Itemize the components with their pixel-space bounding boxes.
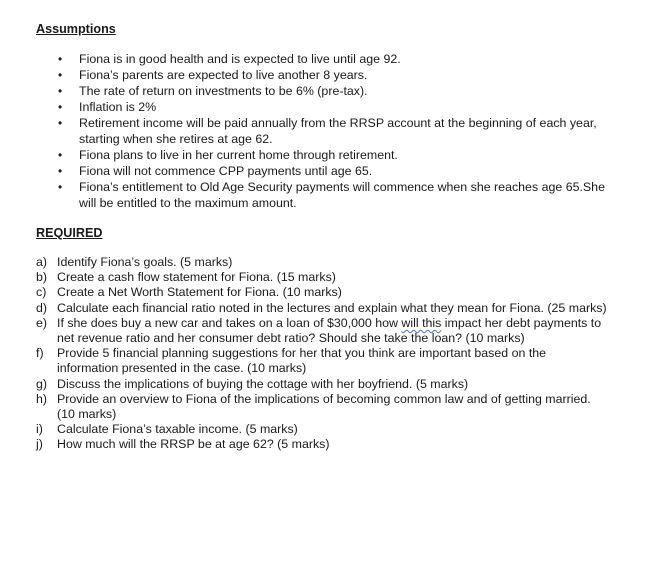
item-marker: i) bbox=[36, 422, 43, 437]
required-item bbox=[0, 392, 659, 422]
required-text: Create a cash flow statement for Fiona. (15 marks) bbox=[57, 270, 336, 285]
required-text-after: impact her debt payments to net revenue ratio and her consumer debt ratio? Should she take the loan? (10 marks) bbox=[57, 315, 602, 346]
required-text: Calculate Fiona’s taxable income. (5 marks) bbox=[57, 422, 298, 437]
bullet-icon: • bbox=[58, 164, 63, 178]
bullet-icon: • bbox=[58, 180, 63, 194]
item-marker: h) bbox=[36, 391, 48, 406]
assumptions-heading: Assumptions bbox=[36, 22, 116, 36]
assumption-item bbox=[0, 67, 659, 83]
required-text: Identify Fiona’s goals. (5 marks) bbox=[57, 255, 233, 269]
assumption-item bbox=[0, 51, 659, 67]
item-marker: g) bbox=[36, 376, 48, 391]
assumption-text: Fiona’s entitlement to Old Age Security payments will commence when she reaches age 65.She will be entitled to the maximum amount. bbox=[79, 180, 605, 210]
required-item bbox=[0, 301, 659, 316]
assumption-text: Fiona is in good health and is expected to live until age 92. bbox=[79, 52, 401, 66]
required-list bbox=[0, 255, 659, 453]
bullet-icon: • bbox=[58, 100, 63, 114]
required-item bbox=[0, 346, 659, 376]
item-marker: d) bbox=[36, 300, 48, 315]
required-item bbox=[0, 377, 659, 392]
required-item bbox=[0, 255, 659, 270]
item-marker: b) bbox=[36, 270, 48, 285]
item-marker: j) bbox=[36, 437, 43, 452]
required-item bbox=[0, 285, 659, 300]
grammar-flagged-text: will this bbox=[401, 315, 442, 330]
bullet-icon: • bbox=[58, 148, 63, 162]
bullet-icon: • bbox=[58, 52, 63, 66]
assumption-text: Fiona’s parents are expected to live another 8 years. bbox=[79, 68, 368, 82]
assumption-item bbox=[0, 99, 659, 115]
assumption-text: Retirement income will be paid annually from the RRSP account at the beginning of each year, starting when she retires at age 62. bbox=[79, 116, 597, 146]
item-marker: a) bbox=[36, 255, 48, 269]
assumptions-list bbox=[0, 51, 659, 211]
required-item bbox=[0, 270, 659, 285]
required-item bbox=[0, 437, 659, 452]
required-item bbox=[0, 316, 659, 346]
assumption-item bbox=[0, 179, 659, 211]
required-item bbox=[0, 422, 659, 437]
required-heading: REQUIRED bbox=[36, 226, 103, 240]
assumption-item bbox=[0, 163, 659, 179]
assumption-text: Fiona plans to live in her current home through retirement. bbox=[79, 148, 398, 162]
item-marker: e) bbox=[36, 315, 48, 330]
item-marker: f) bbox=[36, 346, 44, 361]
bullet-icon: • bbox=[58, 68, 63, 82]
required-text: How much will the RRSP be at age 62? (5 marks) bbox=[57, 437, 330, 452]
required-text: Provide 5 financial planning suggestions for her that you think are important based on the information presented in the case. (10 marks) bbox=[57, 346, 547, 376]
assumption-item bbox=[0, 115, 659, 147]
required-text-before: If she does buy a new car and takes on a loan of $30,000 how bbox=[57, 315, 402, 330]
assumption-item bbox=[0, 83, 659, 99]
required-text: Create a Net Worth Statement for Fiona. (10 marks) bbox=[57, 285, 342, 300]
required-text: Provide an overview to Fiona of the implications of becoming common law and of getting married. (10 marks) bbox=[57, 391, 591, 422]
assumption-item bbox=[0, 147, 659, 163]
assumption-text: Inflation is 2% bbox=[79, 100, 157, 114]
bullet-icon: • bbox=[58, 84, 63, 98]
required-text: Discuss the implications of buying the cottage with her boyfriend. (5 marks) bbox=[57, 376, 469, 391]
bullet-icon: • bbox=[58, 116, 63, 130]
assumption-text: The rate of return on investments to be 6% (pre-tax). bbox=[79, 84, 368, 98]
item-marker: c) bbox=[36, 285, 47, 300]
assumption-text: Fiona will not commence CPP payments until age 65. bbox=[79, 164, 373, 178]
required-text: Calculate each financial ratio noted in the lectures and explain what they mean for Fiona. (25 marks) bbox=[57, 300, 607, 315]
